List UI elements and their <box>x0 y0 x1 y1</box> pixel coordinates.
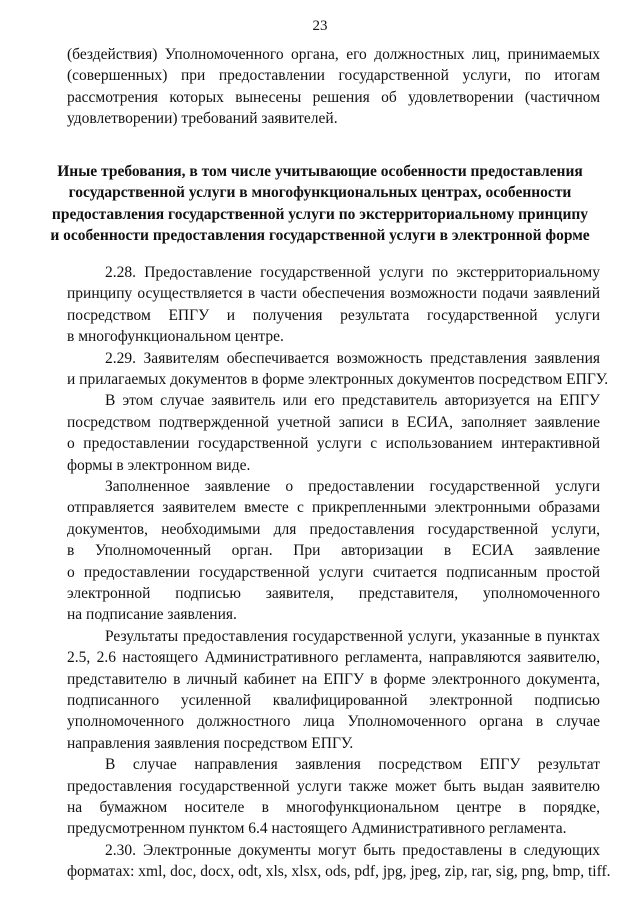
text-line: подписанного усиленной квалифицированной электронной подписью <box>67 692 600 709</box>
text-line: представителю в личный кабинет на ЕПГУ в форме электронного документа, <box>67 671 600 688</box>
heading-line: государственной услуги в многофункциональных центрах, особенности <box>68 184 572 201</box>
text-line: в Уполномоченный орган. При авторизации в ЕСИА заявление <box>67 542 600 559</box>
text-line: о предоставлении государственной услуги считается подписанным простой <box>67 564 600 581</box>
text-line: 2.30. Электронные документы могут быть предоставлены в следующих <box>105 842 600 859</box>
text-line: отправляется заявителем вместе с прикрепленными электронными образами <box>67 499 600 516</box>
text-line: В этом случае заявитель или его представитель авторизуется на ЕПГУ <box>105 392 600 409</box>
page-number: 23 <box>312 18 328 34</box>
text-line: предусмотренном пунктом 6.4 настоящего Административного регламента. <box>67 820 567 837</box>
text-line: о предоставлении государственной услуги с использованием интерактивной <box>67 435 600 452</box>
text-line: посредством подтвержденной учетной записи в ЕСИА, заполняет заявление <box>67 414 600 431</box>
text-line: на подписание заявления. <box>67 606 237 623</box>
text-line: (бездействия) Уполномоченного органа, его должностных лиц, принимаемых <box>67 46 600 63</box>
heading-line: Иные требования, в том числе учитывающие особенности предоставления <box>57 163 583 180</box>
text-line: форматах: xml, doc, docx, odt, xls, xlsx, ods, pdf, jpg, jpeg, zip, rar, sig, png, bmp, tiff. <box>67 863 611 880</box>
text-line: на бумажном носителе в многофункциональном центре в порядке, <box>67 799 600 816</box>
text-line: В случае направления заявления посредством ЕПГУ результат <box>105 756 600 773</box>
heading-line: предоставления государственной услуги по экстерриториальному принципу <box>51 206 589 223</box>
text-line: рассмотрения которых вынесены решения об удовлетворении (частичном <box>67 89 600 106</box>
text-line: документов, необходимыми для предоставления государственной услуги, <box>67 521 600 538</box>
text-line: и прилагаемых документов в форме электронных документов посредством ЕПГУ. <box>67 371 609 388</box>
text-line: уполномоченного должностного лица Уполномоченного органа в случае <box>67 713 600 730</box>
text-line: 2.29. Заявителям обеспечивается возможность представления заявления <box>105 350 600 367</box>
text-line: (совершенных) при предоставлении государственной услуги, по итогам <box>67 67 600 84</box>
text-line: формы в электронном виде. <box>67 457 251 474</box>
text-line: в многофункциональном центре. <box>67 328 284 345</box>
text-line: 2.28. Предоставление государственной услуги по экстерриториальному <box>105 264 600 281</box>
text-line: посредством ЕПГУ и получения результата государственной услуги <box>67 307 600 324</box>
text-line: 2.5, 2.6 настоящего Административного регламента, направляются заявителю, <box>67 649 600 666</box>
text-line: Результаты предоставления государственной услуги, указанные в пунктах <box>105 628 600 645</box>
text-line: предоставления государственной услуги также может быть выдан заявителю <box>67 778 600 795</box>
heading-line: и особенности предоставления государственной услуги в электронной форме <box>50 227 590 244</box>
text-line: Заполненное заявление о предоставлении государственной услуги <box>105 478 600 495</box>
text-line: электронной подписью заявителя, представителя, уполномоченного <box>67 585 600 602</box>
text-line: удовлетворении) требований заявителей. <box>67 110 338 127</box>
text-line: принципу осуществляется в части обеспечения возможности подачи заявлений <box>67 285 600 302</box>
text-line: направления заявления посредством ЕПГУ. <box>67 735 354 752</box>
